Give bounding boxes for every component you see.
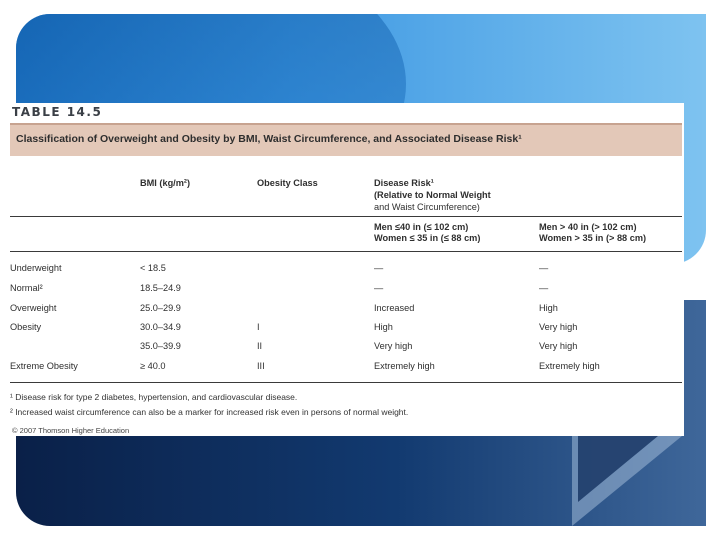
header-men-low: Men ≤40 in (≤ 102 cm) (374, 222, 469, 232)
row-category: Normal² (10, 283, 43, 293)
row-risk-high: Very high (539, 322, 578, 332)
row-risk-low: High (374, 322, 393, 332)
row-class: II (257, 341, 263, 351)
row-risk-low: — (374, 283, 384, 293)
header-disease-risk-sub2: and Waist Circumference) (374, 202, 480, 212)
row-risk-low: Increased (374, 303, 415, 313)
row-bmi: 30.0–34.9 (140, 322, 181, 332)
row-class: III (257, 361, 265, 371)
row-category: Overweight (10, 303, 57, 313)
table-title: Classification of Overweight and Obesity by BMI, Waist Circumference, and Associated Disease Risk¹ (16, 133, 522, 145)
table-title-band (10, 123, 682, 156)
table-label: TABLE 14.5 (12, 105, 103, 119)
row-bmi: 35.0–39.9 (140, 341, 181, 351)
row-risk-low: Extremely high (374, 361, 435, 371)
row-risk-high: Extremely high (539, 361, 600, 371)
header-bmi: BMI (kg/m²) (140, 178, 191, 188)
row-category: Extreme Obesity (10, 361, 78, 371)
divider (10, 382, 682, 383)
row-bmi: < 18.5 (140, 263, 166, 273)
row-risk-low: — (374, 263, 384, 273)
row-bmi: 18.5–24.9 (140, 283, 181, 293)
divider (10, 216, 682, 217)
header-obesity-class: Obesity Class (257, 178, 318, 188)
row-risk-high: Very high (539, 341, 578, 351)
header-men-high: Men > 40 in (> 102 cm) (539, 222, 637, 232)
row-bmi: 25.0–29.9 (140, 303, 181, 313)
footnote: ² Increased waist circumference can also be a marker for increased risk even in persons of normal weight. (10, 407, 409, 417)
row-risk-high: — (539, 283, 549, 293)
row-risk-high: — (539, 263, 549, 273)
copyright: © 2007 Thomson Higher Education (12, 426, 130, 435)
header-women-high: Women > 35 in (> 88 cm) (539, 233, 647, 243)
row-risk-high: High (539, 303, 558, 313)
row-category: Obesity (10, 322, 42, 332)
footnote: ¹ Disease risk for type 2 diabetes, hypertension, and cardiovascular disease. (10, 392, 298, 402)
row-class: I (257, 322, 260, 332)
divider (10, 251, 682, 252)
row-bmi: ≥ 40.0 (140, 361, 166, 371)
row-risk-low: Very high (374, 341, 413, 351)
table-document (8, 103, 684, 436)
header-disease-risk-sub1: (Relative to Normal Weight (374, 190, 491, 200)
row-category: Underweight (10, 263, 62, 273)
header-women-low: Women ≤ 35 in (≤ 88 cm) (374, 233, 481, 243)
header-disease-risk: Disease Risk¹ (374, 178, 434, 188)
